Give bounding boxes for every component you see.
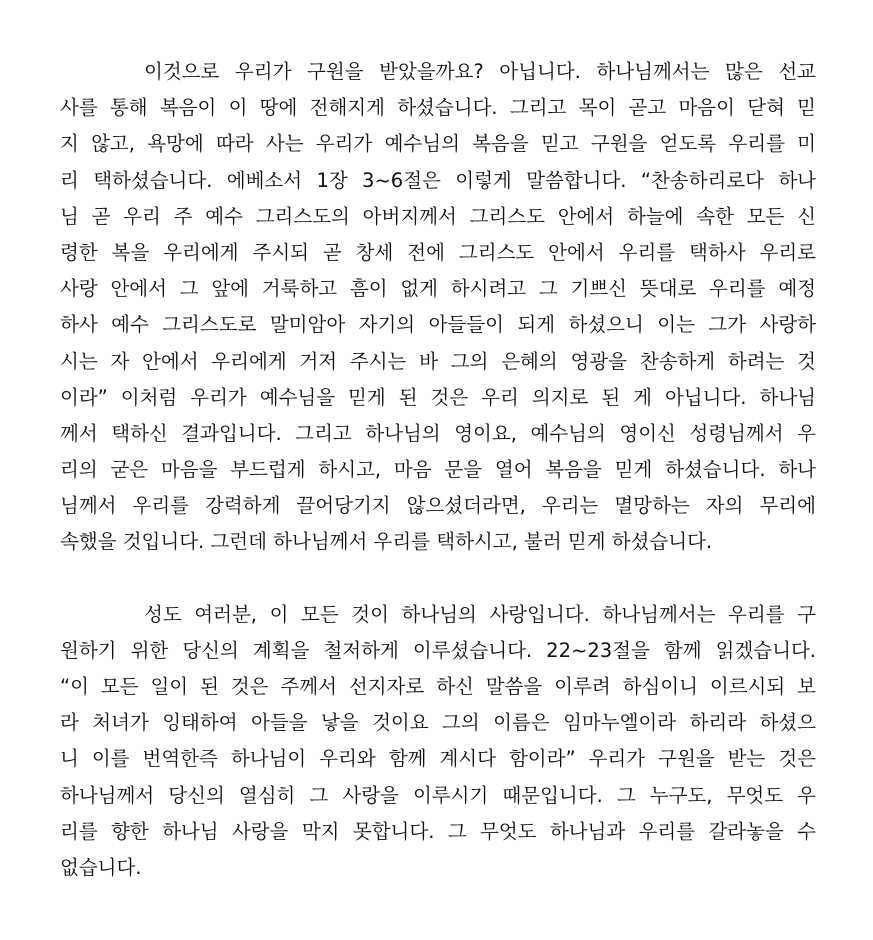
- text-line: 속했을 것입니다. 그런데 하나님께서 우리를 택하시고, 불러 믿게 하셨습니다.: [60, 530, 713, 554]
- text-line: 성도 여러분, 이 모든 것이 하나님의 사랑입니다. 하나님께서는 우리를 구: [144, 602, 816, 626]
- text-line: 없습니다.: [60, 855, 142, 879]
- text-line: 하나님께서 당신의 열심히 그 사랑을 이루시기 때문입니다. 그 누구도, 무엇도 우: [60, 783, 816, 807]
- text-line: 님께서 우리를 강력하게 끌어당기지 않으셨더라면, 우리는 멸망하는 자의 무리에: [60, 494, 816, 518]
- paragraph-spacer: [60, 561, 816, 597]
- text-line: 령한 복을 우리에게 주시되 곧 창세 전에 그리스도 안에서 우리를 택하사 우리로: [60, 240, 816, 264]
- text-line: 리의 굳은 마음을 부드럽게 하시고, 마음 문을 열어 복음을 믿게 하셨습니다. 하나: [60, 458, 816, 482]
- text-line: 사랑 안에서 그 앞에 거룩하고 흠이 없게 하시려고 그 기쁘신 뜻대로 우리를 예정: [60, 277, 816, 301]
- text-line: 원하기 위한 당신의 계획을 철저하게 이루셨습니다. 22~23절을 함께 읽겠습니다.: [60, 638, 816, 662]
- paragraph-2: [60, 597, 816, 887]
- text-line: “이 모든 일이 된 것은 주께서 선지자로 하신 말씀을 이루려 하심이니 이르시되 보: [60, 675, 816, 698]
- text-line: 니 이를 번역한즉 하나님이 우리와 함께 계시다 함이라” 우리가 구원을 받는 것은: [60, 747, 816, 771]
- text-line: 리 택하셨습니다. 에베소서 1장 3~6절은 이렇게 말씀합니다. “찬송하리로다 하나: [60, 168, 816, 192]
- text-line: 이라” 이처럼 우리가 예수님을 믿게 된 것은 우리 의지로 된 게 아닙니다. 하나님: [60, 385, 816, 409]
- text-line: 리를 향한 하나님 사랑을 막지 못합니다. 그 무엇도 하나님과 우리를 갈라놓을 수: [60, 819, 816, 843]
- paragraph-1: [60, 54, 816, 561]
- text-line: 시는 자 안에서 우리에게 거저 주시는 바 그의 은혜의 영광을 찬송하게 하려는 것: [60, 349, 816, 373]
- text-line: 이것으로 우리가 구원을 받았을까요? 아닙니다. 하나님께서는 많은 선교: [144, 60, 816, 83]
- text-line: 님 곧 우리 주 예수 그리스도의 아버지께서 그리스도 안에서 하늘에 속한 모든 신: [60, 204, 816, 228]
- text-line: 지 않고, 욕망에 따라 사는 우리가 예수님의 복음을 믿고 구원을 얻도록 우리를 미: [60, 132, 816, 156]
- text-line: 하사 예수 그리스도로 말미암아 자기의 아들들이 되게 하셨으니 이는 그가 사랑하: [60, 313, 816, 337]
- text-line: 라 처녀가 잉태하여 아들을 낳을 것이요 그의 이름은 임마누엘이라 하리라 하셨으: [60, 711, 816, 735]
- text-line: 사를 통해 복음이 이 땅에 전해지게 하셨습니다. 그리고 목이 곧고 마음이 닫혀 믿: [60, 96, 816, 120]
- text-line: 께서 택하신 결과입니다. 그리고 하나님의 영이요, 예수님의 영이신 성령님께서 우: [60, 421, 816, 445]
- document-page: [60, 54, 816, 886]
